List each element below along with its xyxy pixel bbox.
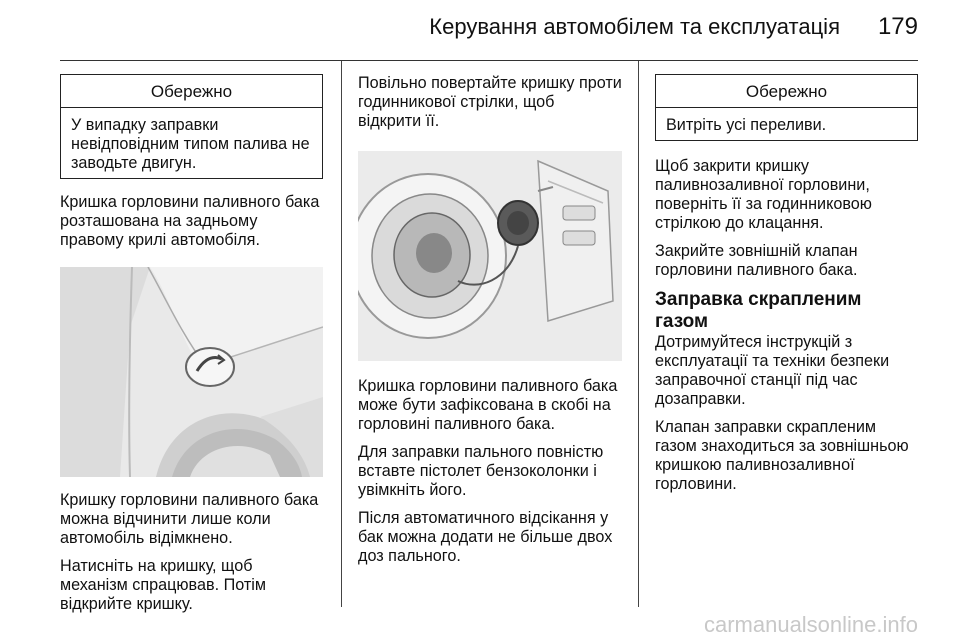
paragraph: Кришка горловини паливного бака розташована на задньому правому крилі автомобіля. — [60, 193, 320, 249]
column-3 — [655, 74, 918, 503]
column-divider-2 — [638, 61, 639, 607]
column-divider-1 — [341, 61, 342, 607]
warning-title: Обережно — [656, 75, 917, 108]
paragraph: Кришка горловини паливного бака може бути зафіксована в скобі на горловині паливного бака. — [358, 377, 618, 433]
paragraph: Клапан заправки скрапленим газом знаходиться за зовнішньою кришкою паливнозаливної горловини. — [655, 418, 909, 493]
paragraph: Натисніть на кришку, щоб механізм спрацював. Потім відкрийте кришку. — [60, 557, 266, 613]
section-heading: Заправка скрапленим газом — [655, 289, 862, 332]
paragraph: Повільно повертайте кришку проти годинникової стрілки, щоб відкрити її. — [358, 74, 622, 130]
paragraph: Після автоматичного відсікання у бак можна додати не більше двох доз пального. — [358, 509, 613, 565]
watermark: carmanualsonline.info — [703, 612, 918, 637]
column-2 — [358, 74, 622, 575]
paragraph: Для заправки пального повністю вставте пістолет бензоколонки і увімкніть його. — [358, 443, 604, 499]
paragraph: Щоб закрити кришку паливнозаливної горловини, поверніть її за годинниковою стрілкою до клацання. — [655, 157, 872, 232]
warning-title: Обережно — [61, 75, 322, 108]
fuel-cap-illustration — [358, 151, 622, 361]
fuel-cap-icon — [358, 151, 622, 361]
fuel-door-car-illustration — [60, 267, 323, 477]
page-header — [60, 14, 918, 46]
page-number: 179 — [877, 13, 918, 40]
paragraph: Закрийте зовнішній клапан горловини паливного бака. — [655, 242, 858, 279]
page-title: Керування автомобілем та експлуатація — [429, 14, 840, 39]
header-rule — [60, 60, 918, 61]
warning-text: У випадку заправки невідповідним типом палива не заводьте двигун. — [71, 116, 310, 172]
car-rear-fender-icon — [60, 267, 323, 477]
paragraph: Дотримуйтеся інструкцій з експлуатації та техніки безпеки заправочної станції під час дозаправки. — [655, 333, 890, 408]
warning-box — [655, 74, 918, 141]
warning-box — [60, 74, 323, 179]
warning-text: Витріть усі переливи. — [666, 116, 827, 134]
column-1 — [60, 74, 323, 623]
paragraph: Кришку горловини паливного бака можна відчинити лише коли автомобіль відімкнено. — [60, 491, 319, 547]
